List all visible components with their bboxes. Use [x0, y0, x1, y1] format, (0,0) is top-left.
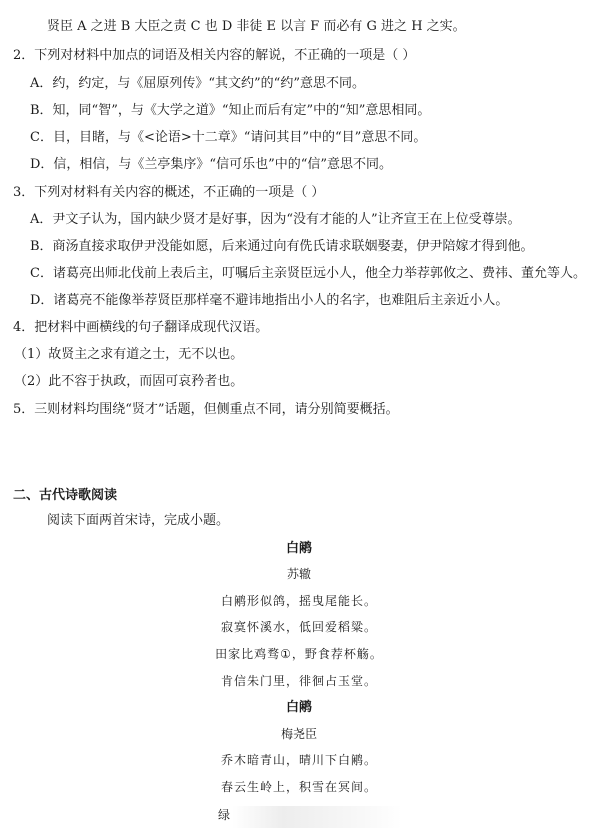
question-4-stem: 4．把材料中画横线的句子翻译成现代汉语。 — [13, 320, 269, 335]
poem-2-line-3-partial: 绿 — [218, 808, 232, 822]
question-2-option-c: C．目，目睹，与《<论语>十二章》“请问其目”中的“目”意思不同。 — [30, 130, 427, 145]
poem-2-title: 白鹇 — [285, 700, 312, 715]
poem-1-line-2: 寂寞怀溪水，低回爱稻粱。 — [220, 620, 377, 634]
cutoff-fade-overlay — [232, 806, 402, 828]
question-3-option-d: D．诸葛亮不能像举荐贤臣那样毫不避讳地指出小人的名字，也难阻后主亲近小人。 — [30, 293, 509, 308]
question-5-stem: 5．三则材料均围绕“贤才”话题，但侧重点不同，请分别简要概括。 — [13, 402, 399, 417]
poem-2-line-2: 春云生岭上，积雪在冥间。 — [220, 780, 377, 794]
poem-1-title: 白鹇 — [285, 541, 312, 556]
poem-1-line-3: 田家比鸡骛①，野食荐杯觞。 — [215, 647, 383, 661]
section-2-heading: 二、古代诗歌阅读 — [13, 488, 118, 503]
poem-1-line-4: 肯信朱门里，徘徊占玉堂。 — [220, 674, 377, 688]
question-3-option-c: C．诸葛亮出师北伐前上表后主，叮嘱后主亲贤臣远小人，他全力举荐郭攸之、费祎、董允等人。 — [30, 266, 586, 281]
question-2-option-d: D．信，相信，与《兰亭集序》“信可乐也”中的“信”意思不同。 — [30, 157, 393, 172]
question-3-option-b: B．商汤直接求取伊尹没能如愿，后来通过向有侁氏请求联姻娶妻，伊尹陪嫁才得到他。 — [30, 239, 534, 254]
poem-2-author: 梅尧臣 — [280, 727, 317, 741]
section-2-intro: 阅读下面两首宋诗，完成小题。 — [47, 513, 230, 528]
question-3-option-a: A．尹文子认为，国内缺少贤才是好事，因为“没有才能的人”让齐宣王在上位受尊崇。 — [30, 212, 521, 227]
question-3-stem: 3．下列对材料有关内容的概述，不正确的一项是（ ） — [13, 185, 325, 200]
question-2-option-b: B．知，同“智”，与《大学之道》“知止而后有定”中的“知”意思相同。 — [30, 103, 431, 118]
poem-1-author: 苏辙 — [286, 567, 311, 581]
question-2-stem: 2．下列对材料中加点的词语及相关内容的解说，不正确的一项是（ ） — [13, 48, 416, 63]
question-2-option-a: A．约，约定，与《屈原列传》“其文约”的“约”意思不同。 — [30, 76, 365, 91]
poem-1-line-1: 白鹇形似鸽，摇曳尾能长。 — [220, 594, 377, 608]
poem-2-line-1: 乔木暗青山，晴川下白鹇。 — [220, 753, 377, 767]
question-4-item-2: （2）此不容于执政，而固可哀矜者也。 — [14, 374, 244, 389]
question-4-item-1: （1）故贤主之求有道之士，无不以也。 — [14, 347, 244, 362]
passage-punctuation-line: 贤臣 A 之进 B 大臣之责 C 也 D 非徒 E 以言 F 而必有 G 进之 H 之实。 — [47, 19, 466, 34]
